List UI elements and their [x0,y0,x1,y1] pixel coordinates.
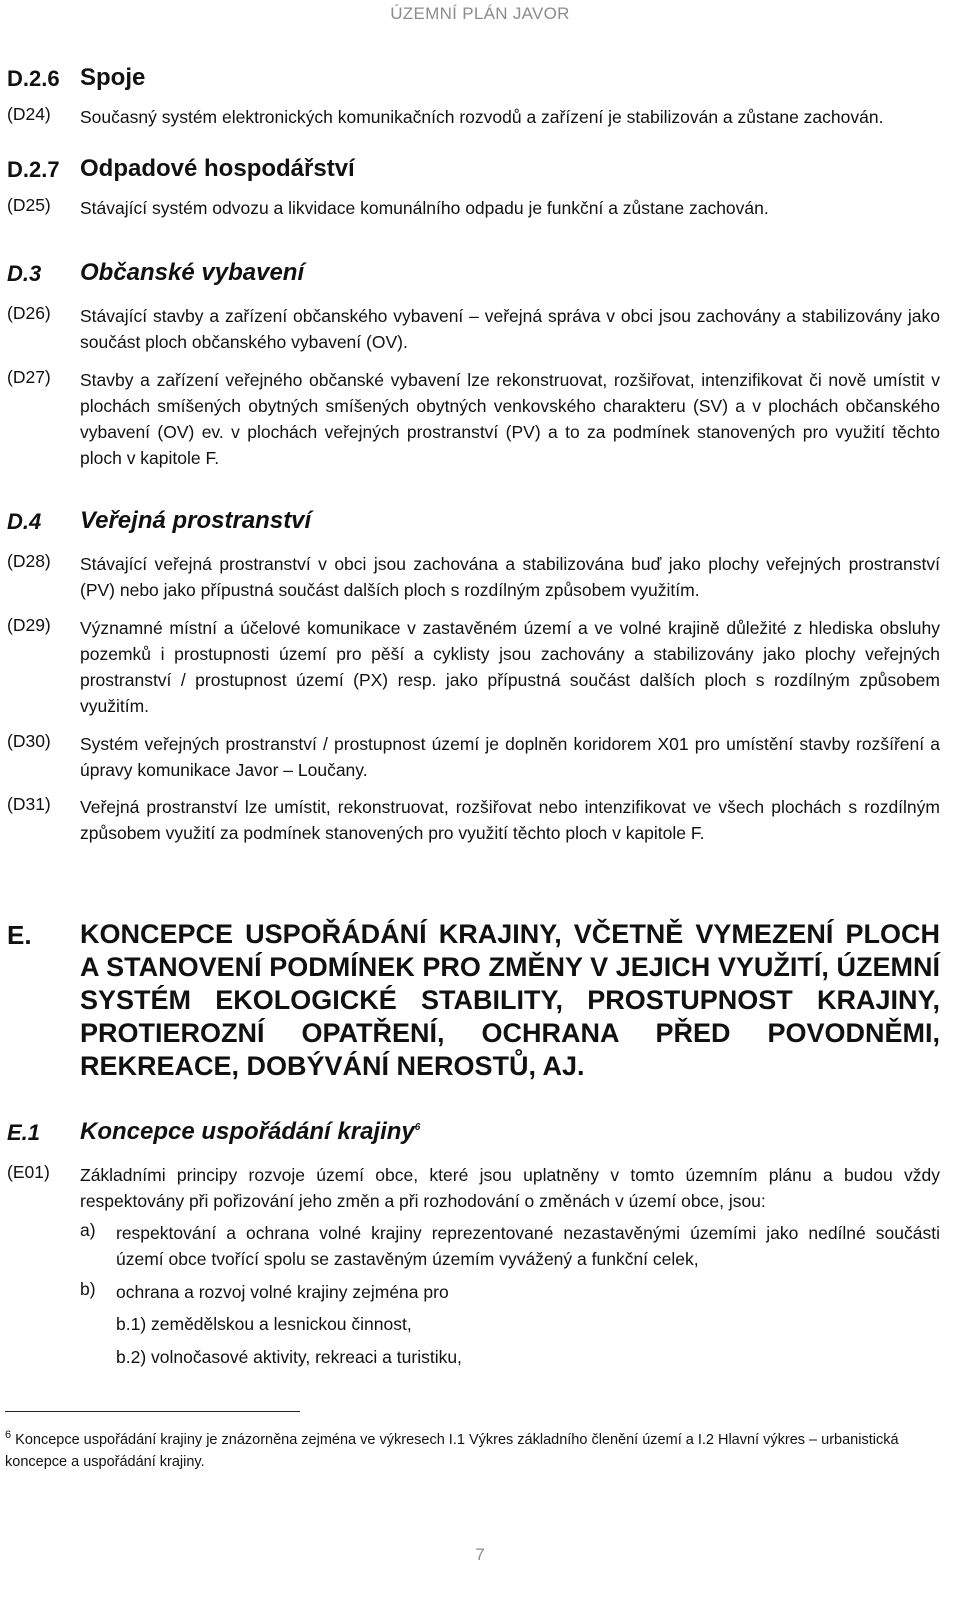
paragraph-number: (D29) [7,615,51,635]
sublist-item-text: b.1) zemědělskou a lesnickou činnost, [116,1314,412,1334]
paragraph-number: (D24) [7,104,51,124]
section-title: Odpadové hospodářství [80,155,355,182]
list-item-text: respektování a ochrana volné krajiny reprezentované nezastavěnými územími jako nedílné součásti území obce tvořící spolu se zastavěným územím vyvážený a funkční celek, [116,1223,940,1269]
paragraph-text: Základními principy rozvoje území obce, které jsou uplatněny v tomto územním plánu a budou vždy respektovány při pořizování jeho změn a při rozhodování o změnách v území obce, jsou: [80,1165,940,1211]
section-number: D.3 [7,261,42,286]
paragraph-text: Stávající systém odvozu a likvidace komunálního odpadu je funkční a zůstane zachován. [80,198,769,218]
paragraph-number: (D25) [7,195,51,215]
paragraph-text: Současný systém elektronických komunikačních rozvodů a zařízení je stabilizován a zůstane zachován. [80,107,884,127]
paragraph-text: Systém veřejných prostranství / prostupnost území je doplněn koridorem X01 pro umístění stavby rozšíření a úpravy komunikace Javor – Loučany. [80,734,940,780]
paragraph-number: (E01) [7,1162,50,1182]
section-title-text: Koncepce uspořádání krajiny [80,1118,415,1145]
paragraph-text: Stavby a zařízení veřejného občanské vybavení lze rekonstruovat, rozšiřovat, intenzifikovat či nově umístit v plochách smíšených obytných smíšených obytných venkovského charakteru (SV) a v plochách občanského vybavení (OV) ev. v plochách veřejných prostranství (PV) a to za podmínek stanovených pro využití těchto ploch v kapitole F. [80,370,940,468]
section-number: D.2.6 [7,66,60,91]
footnote-number: 6 [5,1429,12,1441]
paragraph-text: Stávající stavby a zařízení občanského vybavení – veřejná správa v obci jsou zachovány a stabilizovány jako součást ploch občanského vybavení (OV). [80,306,940,352]
chapter-title: KONCEPCE USPOŘÁDÁNÍ KRAJINY, VČETNĚ VYMEZENÍ PLOCH A STANOVENÍ PODMÍNEK PRO ZMĚNY V JEJICH VYUŽITÍ, ÚZEMNÍ SYSTÉM EKOLOGICKÉ STABILITY, PROSTUPNOST KRAJINY, PROTIEROZNÍ OPATŘENÍ, OCHRANA PŘED POVODNĚMI, REKREACE, DOBÝVÁNÍ NEROSTŮ, AJ. [80,919,940,1081]
paragraph-number: (D30) [7,731,51,751]
list-marker: a) [80,1220,96,1240]
paragraph-text: Významné místní a účelové komunikace v zastavěném území a ve volné krajině důležité z hlediska obsluhy pozemků i prostupnosti území pro pěší a cyklisty jsou zachovány a stabilizovány jako plochy veřejných prostranství / prostupnost území (PX) resp. jako přípustná součást dalších ploch s rozdílným způsobem využitím. [80,618,940,716]
paragraph-number: (D27) [7,367,51,387]
chapter-number: E. [7,920,32,950]
paragraph-number: (D26) [7,303,51,323]
section-title: Veřejná prostranství [80,507,312,534]
list-item-text: ochrana a rozvoj volné krajiny zejména pro [116,1282,449,1302]
sublist-item-text: b.2) volnočasové aktivity, rekreaci a turistiku, [116,1347,462,1367]
section-number: E.1 [7,1120,41,1145]
section-title [80,1118,940,1146]
paragraph-text: Stávající veřejná prostranství v obci jsou zachována a stabilizována buď jako plochy veřejných prostranství (PV) nebo jako přípustná součást dalších ploch s rozdílným způsobem využitím. [80,554,940,600]
footnote-text: Koncepce uspořádání krajiny je znázorněna zejména ve výkresech I.1 Výkres základního členění území a I.2 Hlavní výkres – urbanistická koncepce a uspořádání krajiny. [5,1431,899,1470]
section-title: Občanské vybavení [80,259,305,286]
footnote [5,1424,940,1473]
section-title: Spoje [80,64,146,91]
paragraph-number: (D28) [7,551,51,571]
footnote-reference: 6 [414,1122,421,1133]
section-number: D.2.7 [7,157,60,182]
footnote-separator [5,1411,300,1412]
page-number: 7 [475,1545,485,1564]
running-header: ÚZEMNÍ PLÁN JAVOR [390,4,570,23]
list-marker: b) [80,1279,96,1299]
paragraph-text: Veřejná prostranství lze umístit, rekonstruovat, rozšiřovat nebo intenzifikovat ve všech plochách s rozdílným způsobem využití za podmínek stanovených pro využití těchto ploch v kapitole F. [80,797,940,843]
paragraph-number: (D31) [7,794,51,814]
section-number: D.4 [7,509,42,534]
